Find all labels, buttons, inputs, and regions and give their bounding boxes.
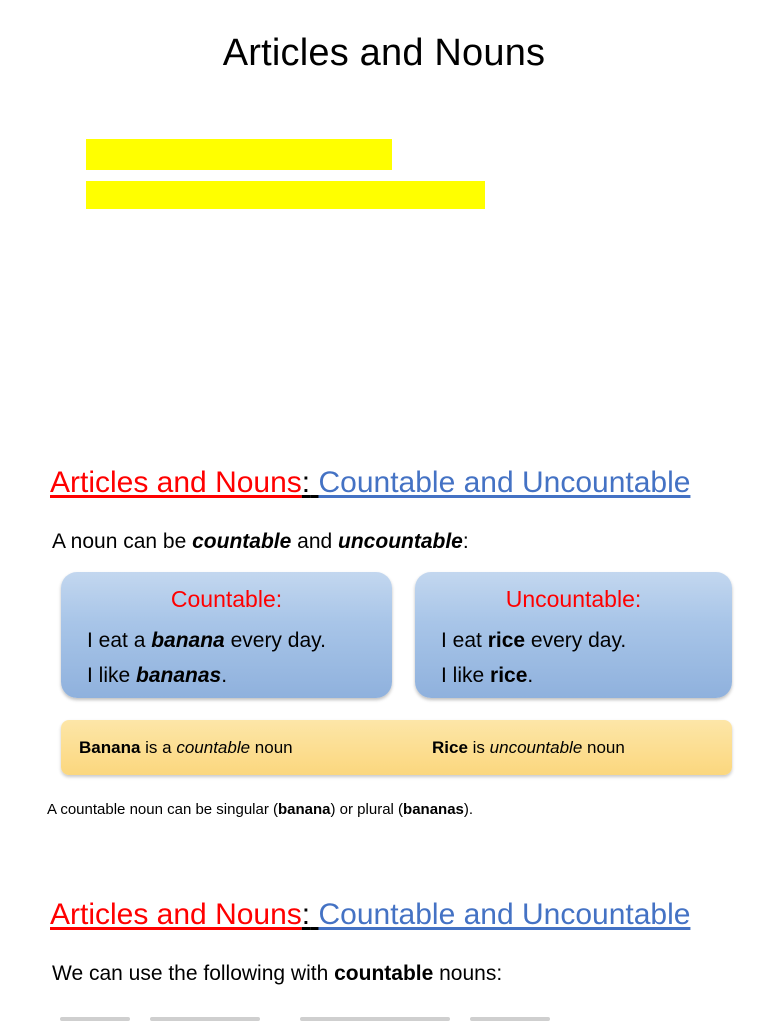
countable-box xyxy=(61,572,392,698)
summary-countable: Banana is a countable noun xyxy=(79,738,293,757)
countable-example-1: I eat a banana every day. xyxy=(87,629,326,652)
intro-term-uncountable: uncountable xyxy=(338,530,463,553)
section-heading xyxy=(50,466,690,500)
intro-text-part: and xyxy=(291,530,339,553)
cut-off-text-fragment xyxy=(150,1017,260,1021)
section-heading-red: Articles and Nouns xyxy=(50,898,302,931)
cut-off-text-fragment xyxy=(300,1017,450,1021)
summary-bar xyxy=(61,720,732,775)
yellow-highlight-bar xyxy=(86,139,392,170)
uncountable-example-1: I eat rice every day. xyxy=(441,629,627,652)
page-title: Articles and Nouns xyxy=(222,32,546,74)
cut-off-text-fragment xyxy=(470,1017,550,1021)
countable-box-title: Countable: xyxy=(170,586,283,612)
yellow-highlight-bar xyxy=(86,181,485,209)
section-heading-red: Articles and Nouns xyxy=(50,466,302,499)
intro-text: We can use the following with countable nouns: xyxy=(52,962,503,985)
section-heading-blue: Countable and Uncountable xyxy=(318,466,691,499)
section-heading-colon: : xyxy=(301,466,311,499)
intro-text-part: : xyxy=(462,530,469,553)
uncountable-box-title: Uncountable: xyxy=(505,586,642,612)
section-heading-colon: : xyxy=(301,898,311,931)
section-heading-blue: Countable and Uncountable xyxy=(318,898,691,931)
section-heading xyxy=(50,898,690,932)
intro-text xyxy=(52,530,469,554)
countable-example-2: I like bananas. xyxy=(87,664,228,687)
intro-text-part: A noun can be xyxy=(52,530,193,553)
note-text: A countable noun can be singular (banana) or plural (bananas). xyxy=(47,801,474,818)
uncountable-box xyxy=(415,572,732,698)
uncountable-example-2: I like rice. xyxy=(441,664,534,687)
summary-uncountable: Rice is uncountable noun xyxy=(432,738,625,757)
cut-off-text-fragment xyxy=(60,1017,130,1021)
intro-term-countable: countable xyxy=(192,530,292,553)
